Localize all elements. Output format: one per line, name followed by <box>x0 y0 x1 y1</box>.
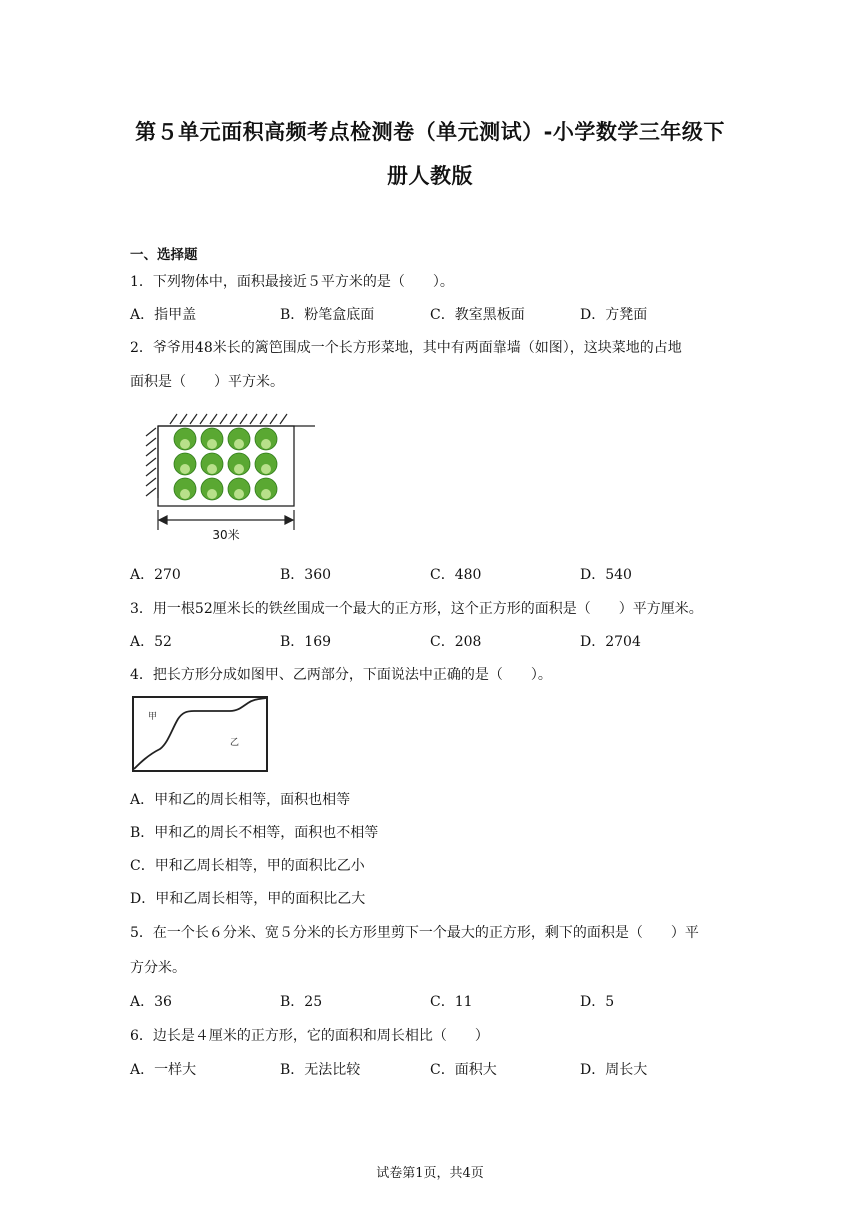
question-6-option-d: D．周长大 <box>580 1062 648 1078</box>
question-2-option-c: C．480 <box>430 567 482 583</box>
question-1-stem: 1．下列物体中，面积最接近５平方米的是（ ）。 <box>130 274 454 290</box>
question-1-option-d: D．方凳面 <box>580 307 648 323</box>
question-1-option-a: A．指甲盖 <box>130 307 197 323</box>
question-2-option-d: D．540 <box>580 567 632 583</box>
question-3-option-b: B．169 <box>280 634 332 650</box>
question-2-stem-line2: 面积是（ ）平方米。 <box>130 374 284 390</box>
question-3-option-a: A．52 <box>130 634 172 650</box>
question-1-option-c: C．教室黑板面 <box>430 307 525 323</box>
question-2-option-a: A．270 <box>130 567 181 583</box>
question-6-option-a: A．一样大 <box>130 1062 197 1078</box>
question-2-option-b: B．360 <box>280 567 332 583</box>
cabbage-icons <box>174 428 277 500</box>
question-3-option-c: C．208 <box>430 634 482 650</box>
question-1-option-b: B．粉笔盒底面 <box>280 307 375 323</box>
question-6-stem: 6．边长是４厘米的正方形，它的面积和周长相比（ ） <box>130 1028 489 1044</box>
question-6-option-b: B．无法比较 <box>280 1062 361 1078</box>
section-heading: 一、选择题 <box>130 247 198 263</box>
question-5-option-c: C．11 <box>430 994 473 1010</box>
question-2-stem-line1: 2．爷爷用48米长的篱笆围成一个长方形菜地，其中有两面靠墙（如图），这块菜地的占地 <box>130 340 682 356</box>
dimension-label: 30米 <box>212 528 240 542</box>
question-3-stem: 3．用一根52厘米长的铁丝围成一个最大的正方形，这个正方形的面积是（ ）平方厘米。 <box>130 601 703 617</box>
page-footer: 试卷第1页，共4页 <box>376 1166 484 1181</box>
vegetable-garden-figure <box>140 408 330 548</box>
question-5-option-d: D．5 <box>580 994 615 1010</box>
label-yi: 乙 <box>230 738 240 748</box>
question-4-option-d: D．甲和乙周长相等，甲的面积比乙大 <box>130 891 366 907</box>
question-5-option-a: A．36 <box>130 994 172 1010</box>
question-5-stem-line2: 方分米。 <box>130 960 186 976</box>
question-4-stem: 4．把长方形分成如图甲、乙两部分，下面说法中正确的是（ ）。 <box>130 667 552 683</box>
question-5-stem-line1: 5．在一个长６分米、宽５分米的长方形里剪下一个最大的正方形，剩下的面积是（ ）平 <box>130 925 699 941</box>
label-jia: 甲 <box>148 712 158 722</box>
question-3-option-d: D．2704 <box>580 634 641 650</box>
question-6-option-c: C．面积大 <box>430 1062 497 1078</box>
question-4-option-b: B．甲和乙的周长不相等，面积也不相等 <box>130 825 379 841</box>
question-4-option-a: A．甲和乙的周长相等，面积也相等 <box>130 792 351 808</box>
question-4-option-c: C．甲和乙周长相等，甲的面积比乙小 <box>130 858 365 874</box>
question-5-option-b: B．25 <box>280 994 323 1010</box>
document-title-line1: 第５单元面积高频考点检测卷（单元测试）-小学数学三年级下 <box>135 120 725 144</box>
split-rectangle-figure <box>130 693 272 775</box>
document-title-line2: 册人教版 <box>387 164 473 188</box>
